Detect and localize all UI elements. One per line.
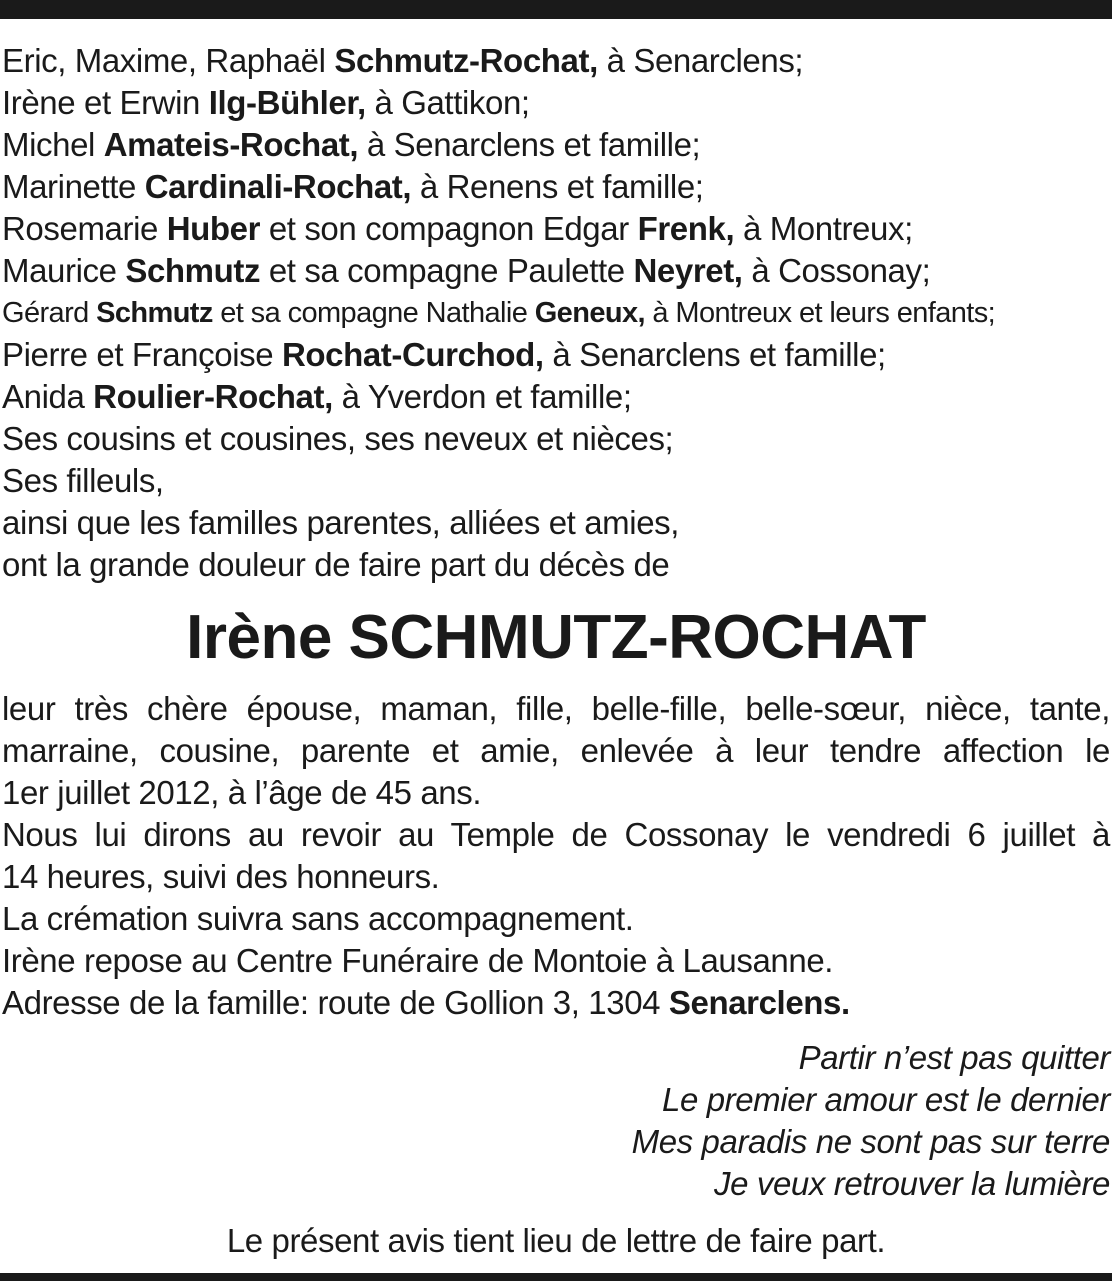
text: Ses filleuls, (2, 462, 164, 499)
family-address (2, 982, 1110, 1024)
text: à Renens et famille; (411, 168, 704, 205)
body-line: marraine, cousine, parente et amie, enlevée à leur tendre affection le (2, 732, 1110, 769)
poem-line: Partir n’est pas quitter (798, 1039, 1110, 1076)
text: ainsi que les familles parentes, alliées et amies, (2, 504, 680, 541)
text: Ses cousins et cousines, ses neveux et nièces; (2, 420, 674, 457)
family-line (2, 292, 1110, 334)
family-list (2, 40, 1110, 586)
deceased-name: Irène SCHMUTZ-ROCHAT (186, 603, 926, 672)
family-line (2, 502, 1110, 544)
text: Marinette (2, 168, 145, 205)
text: Rosemarie (2, 210, 167, 247)
surname: Neyret, (633, 252, 743, 289)
text: à Cossonay; (742, 252, 931, 289)
body-line: Irène repose au Centre Funéraire de Montoie à Lausanne. (2, 942, 834, 979)
family-line (2, 334, 1110, 376)
surname: Cardinali-Rochat, (144, 168, 412, 205)
family-line (2, 418, 1110, 460)
family-line (2, 376, 1110, 418)
body-line: leur très chère épouse, maman, fille, belle-fille, belle-sœur, nièce, tante, (2, 690, 1110, 727)
text: Irène et Erwin (2, 84, 209, 121)
poem (410, 1037, 1110, 1205)
surname: Schmutz (125, 252, 261, 289)
text: à Montreux et leurs enfants; (644, 297, 996, 329)
family-line (2, 208, 1110, 250)
closing-note: Le présent avis tient lieu de lettre de faire part. (226, 1222, 886, 1259)
surname: Frenk, (637, 210, 735, 247)
announcement-body (2, 688, 1110, 1024)
family-line (2, 40, 1110, 82)
text: Pierre et Françoise (2, 336, 282, 373)
text: à Senarclens; (597, 42, 804, 79)
text: Maurice (2, 252, 126, 289)
family-line (2, 544, 1110, 586)
family-line (2, 250, 1110, 292)
body-line: La crémation suivra sans accompagnement. (2, 900, 634, 937)
top-rule (0, 0, 1112, 19)
text: ont la grande douleur de faire part du décès de (2, 546, 670, 583)
surname: Huber (166, 210, 261, 247)
surname: Rochat-Curchod, (281, 336, 544, 373)
poem-line: Mes paradis ne sont pas sur terre (631, 1123, 1110, 1160)
address-city: Senarclens. (668, 984, 850, 1021)
surname: Schmutz-Rochat, (334, 42, 598, 79)
surname: Geneux, (534, 297, 645, 329)
text: et sa compagne Nathalie (212, 297, 535, 329)
poem-line: Le premier amour est le dernier (662, 1081, 1110, 1118)
text: Anida (2, 378, 94, 415)
body-line: 14 heures, suivi des honneurs. (2, 858, 440, 895)
text: à Yverdon et famille; (332, 378, 632, 415)
text: et sa compagne Paulette (260, 252, 634, 289)
family-line (2, 460, 1110, 502)
family-line (2, 166, 1110, 208)
text: Michel (2, 126, 104, 163)
bottom-rule (0, 1273, 1112, 1281)
text: à Senarclens et famille; (543, 336, 886, 373)
body-line: Nous lui dirons au revoir au Temple de Cossonay le vendredi 6 juillet à (2, 816, 1110, 853)
surname: Roulier-Rochat, (93, 378, 333, 415)
text: à Senarclens et famille; (358, 126, 701, 163)
text: Adresse de la famille: route de Gollion 3, 1304 (2, 984, 669, 1021)
poem-line: Je veux retrouver la lumière (714, 1165, 1110, 1202)
text: Gérard (2, 297, 97, 329)
text: à Montreux; (734, 210, 913, 247)
family-line (2, 82, 1110, 124)
text: et son compagnon Edgar (260, 210, 638, 247)
body-line: 1er juillet 2012, à l’âge de 45 ans. (2, 774, 482, 811)
family-line (2, 124, 1110, 166)
surname: Ilg-Bühler, (208, 84, 366, 121)
surname: Schmutz (96, 297, 213, 329)
text: à Gattikon; (365, 84, 530, 121)
surname: Amateis-Rochat, (103, 126, 359, 163)
text: Eric, Maxime, Raphaël (2, 42, 335, 79)
